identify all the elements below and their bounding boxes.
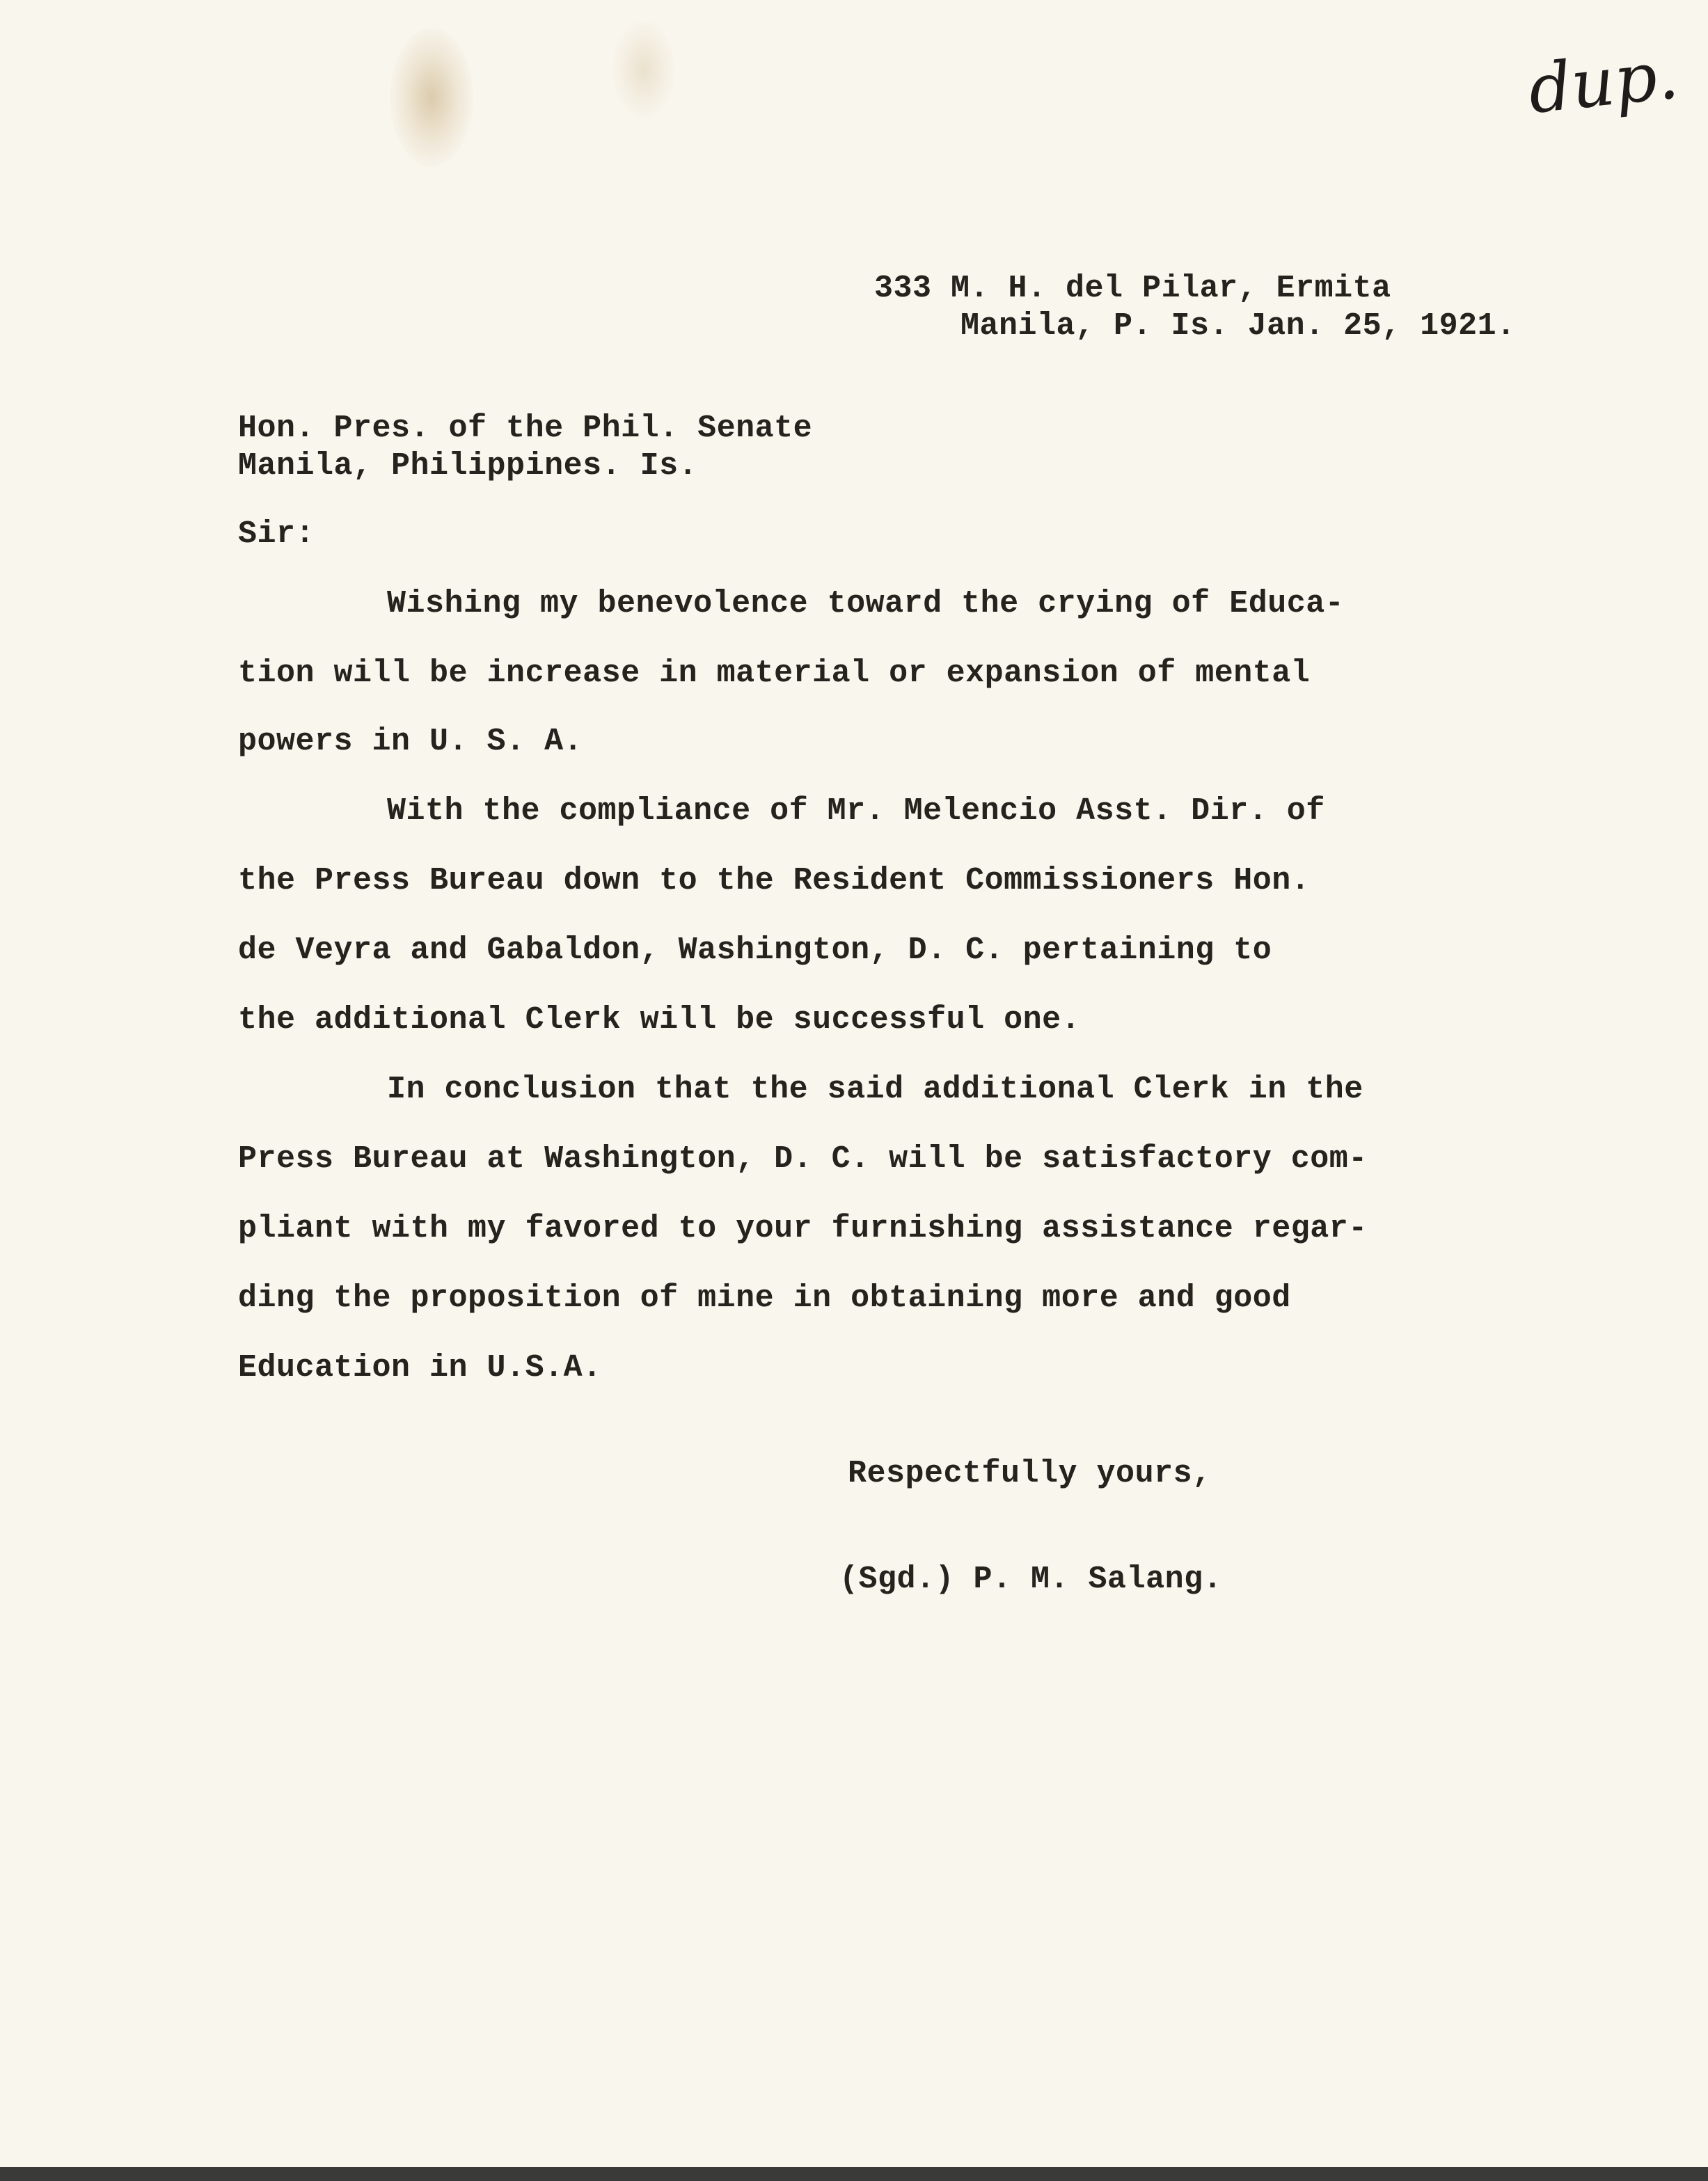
signature: (Sgd.) P. M. Salang. bbox=[839, 1562, 1223, 1597]
body-line: In conclusion that the said additional Clerk in the bbox=[387, 1072, 1363, 1107]
body-line: ding the proposition of mine in obtaining more and good bbox=[238, 1280, 1291, 1316]
recipient-line-1: Hon. Pres. of the Phil. Senate bbox=[238, 411, 813, 446]
scan-edge-strip bbox=[0, 2167, 1708, 2181]
recipient-line-2: Manila, Philippines. Is. bbox=[238, 448, 698, 484]
body-line: Wishing my benevolence toward the crying of Educa- bbox=[387, 586, 1345, 621]
body-line: the additional Clerk will be successful one. bbox=[238, 1002, 1081, 1038]
body-line: Press Bureau at Washington, D. C. will be satisfactory com- bbox=[238, 1141, 1368, 1177]
handwritten-annotation: dup. bbox=[1524, 35, 1682, 129]
body-line: tion will be increase in material or expansion of mental bbox=[238, 656, 1311, 691]
body-line: de Veyra and Gabaldon, Washington, D. C. pertaining to bbox=[238, 933, 1272, 968]
water-stain bbox=[390, 28, 473, 167]
sender-address-line-2: Manila, P. Is. Jan. 25, 1921. bbox=[960, 308, 1516, 344]
body-line: the Press Bureau down to the Resident Commissioners Hon. bbox=[238, 863, 1311, 898]
salutation: Sir: bbox=[238, 516, 315, 552]
body-line: pliant with my favored to your furnishing assistance regar- bbox=[238, 1211, 1368, 1246]
water-stain bbox=[612, 21, 675, 118]
body-line: powers in U. S. A. bbox=[238, 724, 583, 759]
closing: Respectfully yours, bbox=[848, 1456, 1212, 1491]
sender-address-line-1: 333 M. H. del Pilar, Ermita bbox=[874, 271, 1391, 306]
body-line: Education in U.S.A. bbox=[238, 1350, 602, 1386]
body-line: With the compliance of Mr. Melencio Asst. Dir. of bbox=[387, 793, 1325, 829]
